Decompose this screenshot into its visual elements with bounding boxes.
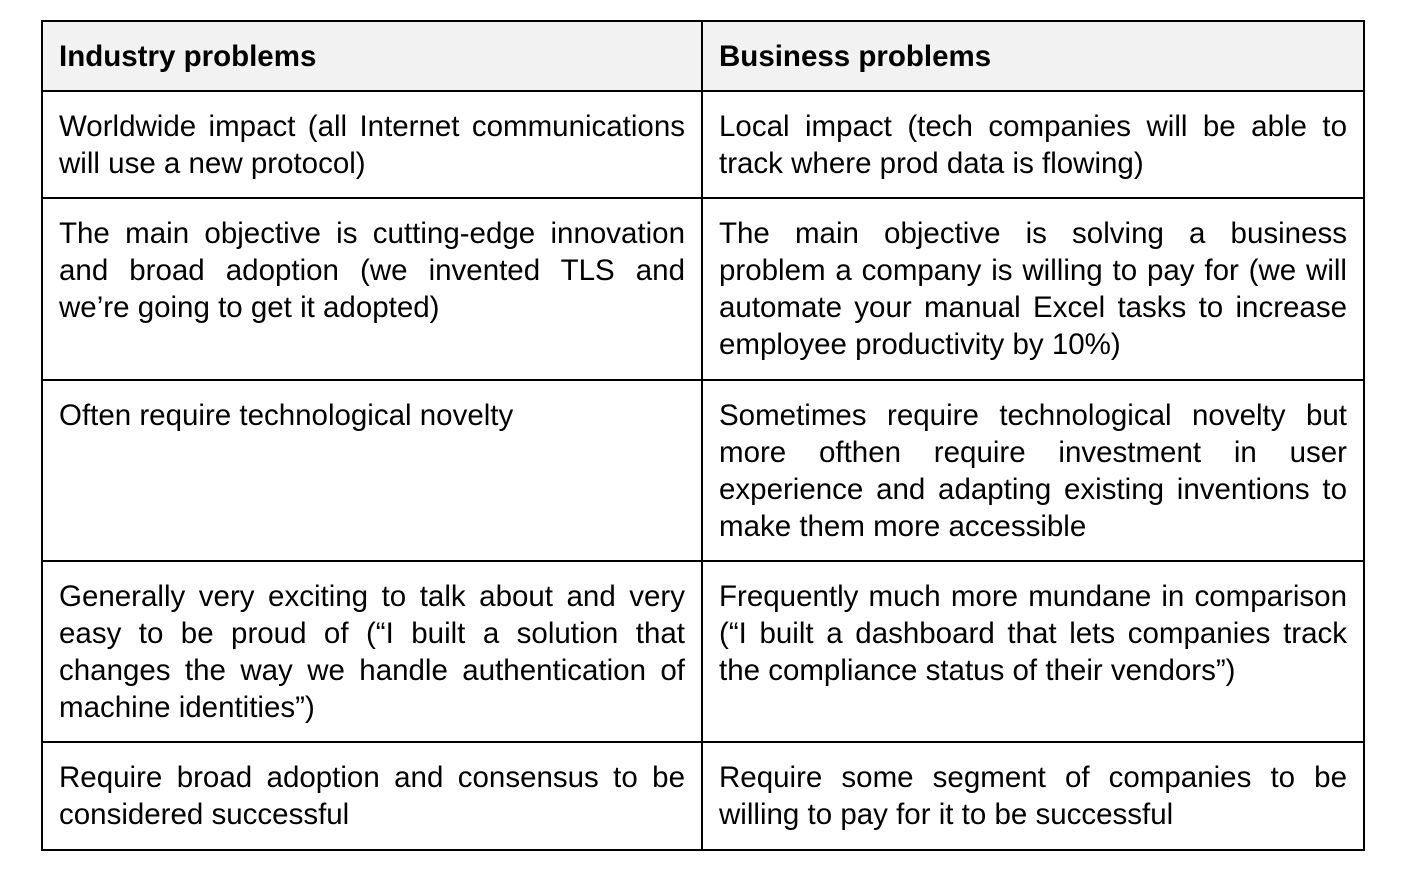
business-cell: Sometimes require technological novelty but more ofthen require investment in user experience and adapting existing inventions to make them more accessible xyxy=(702,380,1364,561)
industry-cell: The main objective is cutting-edge innovation and broad adoption (we invented TLS and we’re going to get it adopted) xyxy=(42,198,702,380)
table-row xyxy=(42,561,1364,742)
header-industry-problems: Industry problems xyxy=(42,21,702,91)
business-cell: Require some segment of companies to be willing to pay for it to be successful xyxy=(702,742,1364,850)
table-row xyxy=(42,91,1364,198)
table-row xyxy=(42,742,1364,850)
header-row xyxy=(42,21,1364,91)
business-cell: Frequently much more mundane in comparison (“I built a dashboard that lets companies track the compliance status of their vendors”) xyxy=(702,561,1364,742)
table-row xyxy=(42,380,1364,561)
header-business-problems: Business problems xyxy=(702,21,1364,91)
industry-cell: Often require technological novelty xyxy=(42,380,702,561)
industry-cell: Worldwide impact (all Internet communications will use a new protocol) xyxy=(42,91,702,198)
business-cell: Local impact (tech companies will be able to track where prod data is flowing) xyxy=(702,91,1364,198)
business-cell: The main objective is solving a business problem a company is willing to pay for (we will automate your manual Excel tasks to increase employee productivity by 10%) xyxy=(702,198,1364,380)
industry-cell: Require broad adoption and consensus to be considered successful xyxy=(42,742,702,850)
table-row xyxy=(42,198,1364,380)
comparison-table xyxy=(41,20,1365,851)
industry-cell: Generally very exciting to talk about and very easy to be proud of (“I built a solution that changes the way we handle authentication of machine identities”) xyxy=(42,561,702,742)
